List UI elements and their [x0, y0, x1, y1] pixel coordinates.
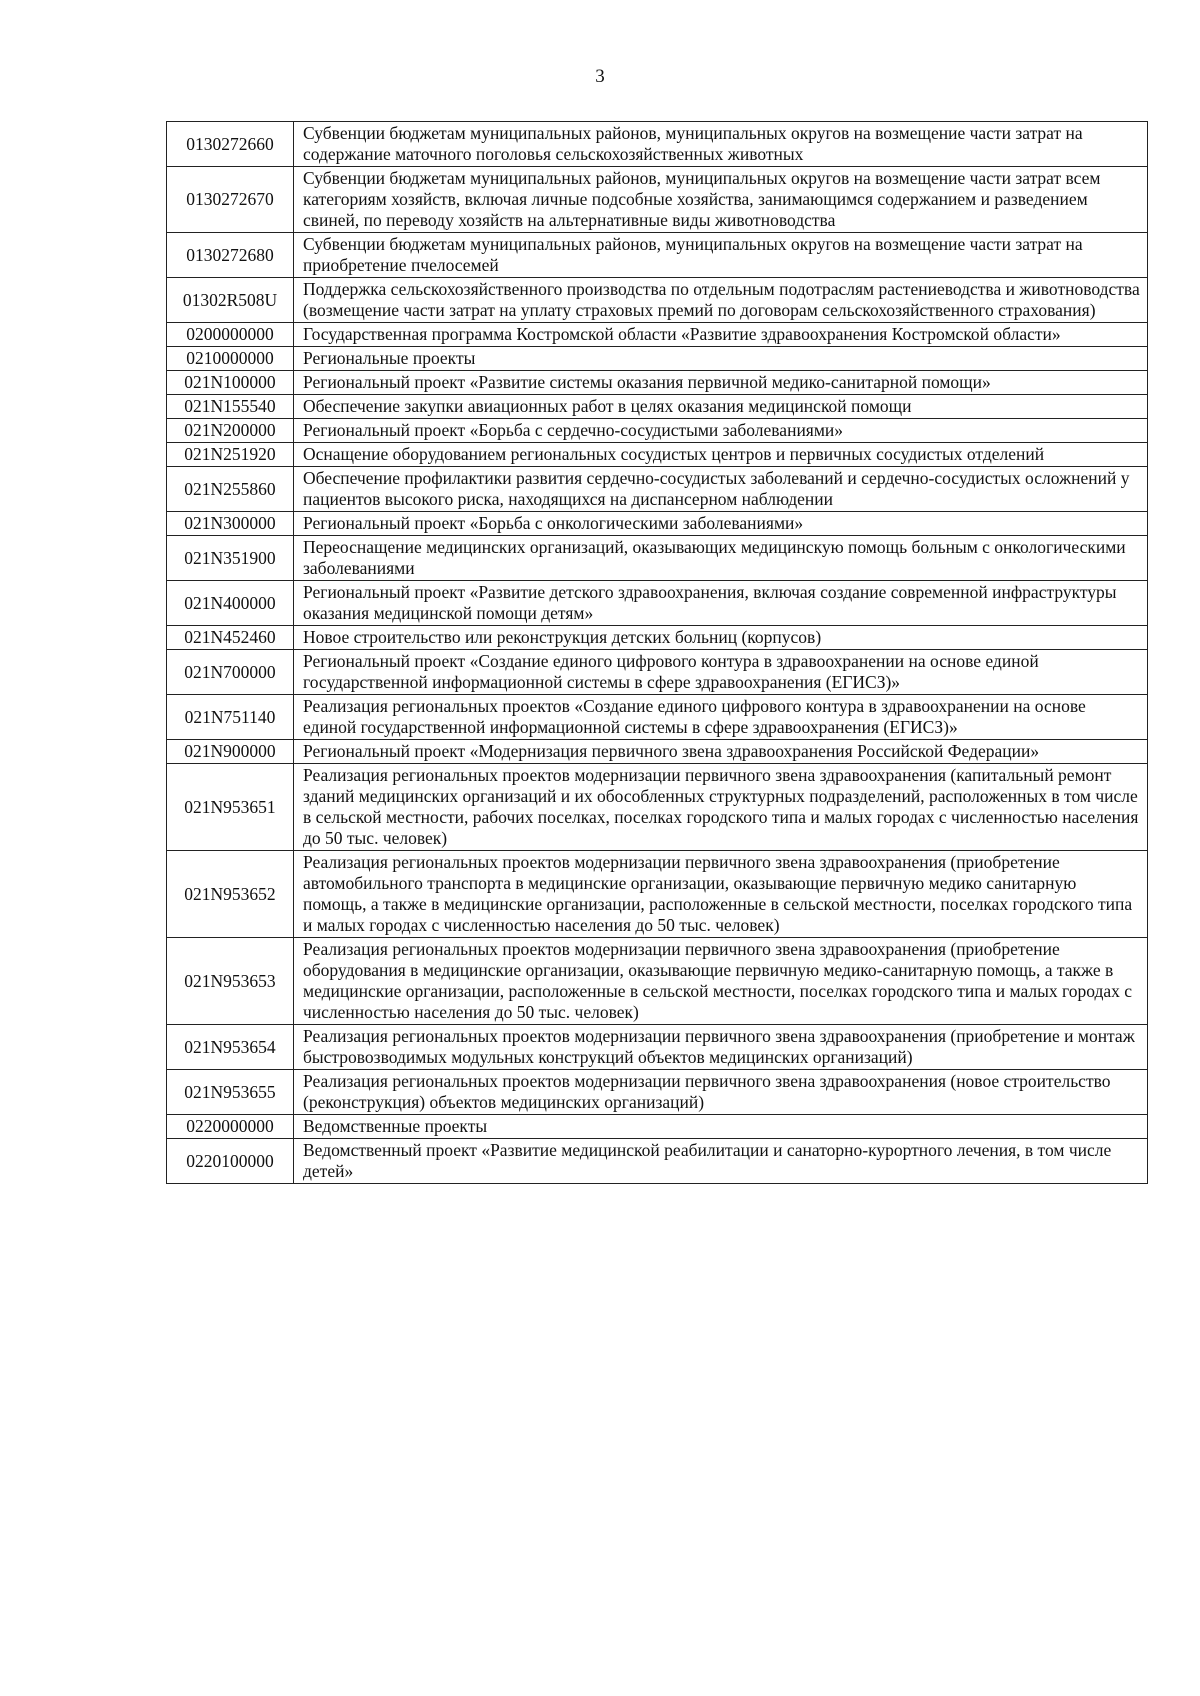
row-code: 0200000000: [167, 323, 294, 347]
table-row: [167, 167, 1148, 233]
row-description: Региональный проект «Борьба с онкологическими заболеваниями»: [294, 512, 1148, 536]
table-row: [167, 278, 1148, 323]
row-code: 021N351900: [167, 536, 294, 581]
row-code: 021N255860: [167, 467, 294, 512]
row-code: 021N953655: [167, 1070, 294, 1115]
row-code: 021N751140: [167, 695, 294, 740]
page-number: 3: [595, 66, 605, 87]
row-description: Переоснащение медицинских организаций, оказывающих медицинскую помощь больным с онкологическими заболеваниями: [294, 536, 1148, 581]
table-row: [167, 1139, 1148, 1184]
row-code: 021N155540: [167, 395, 294, 419]
table-row: [167, 347, 1148, 371]
row-description: Региональный проект «Развитие детского здравоохранения, включая создание современной инфраструктуры оказания медицинской помощи детям»: [294, 581, 1148, 626]
row-code: 021N953654: [167, 1025, 294, 1070]
row-code: 021N200000: [167, 419, 294, 443]
table-row: [167, 395, 1148, 419]
row-description: Государственная программа Костромской области «Развитие здравоохранения Костромской области»: [294, 323, 1148, 347]
table-row: [167, 626, 1148, 650]
table-row: [167, 851, 1148, 938]
row-description: Новое строительство или реконструкция детских больниц (корпусов): [294, 626, 1148, 650]
row-code: 0130272660: [167, 122, 294, 167]
row-description: Ведомственный проект «Развитие медицинской реабилитации и санаторно-курортного лечения, в том числе детей»: [294, 1139, 1148, 1184]
row-description: Региональный проект «Развитие системы оказания первичной медико-санитарной помощи»: [294, 371, 1148, 395]
table-row: [167, 1070, 1148, 1115]
row-description: Реализация региональных проектов модернизации первичного звена здравоохранения (приобретение автомобильного транспорта в медицинские организации, оказывающие первичную медико санитарную помощь, а также в медицинские организации, расположенные в сельской местности, поселках городского типа и малых городах с численностью населения до 50 тыс. человек): [294, 851, 1148, 938]
row-code: 0210000000: [167, 347, 294, 371]
table-row: [167, 122, 1148, 167]
table-row: [167, 938, 1148, 1025]
row-description: Реализация региональных проектов «Создание единого цифрового контура в здравоохранении на основе единой государственной информационной системы в сфере здравоохранения (ЕГИСЗ)»: [294, 695, 1148, 740]
table-row: [167, 650, 1148, 695]
row-code: 021N953651: [167, 764, 294, 851]
row-code: 021N300000: [167, 512, 294, 536]
row-code: 021N100000: [167, 371, 294, 395]
table-row: [167, 467, 1148, 512]
row-code: 021N700000: [167, 650, 294, 695]
row-code: 0220000000: [167, 1115, 294, 1139]
table-row: [167, 323, 1148, 347]
table-row: [167, 695, 1148, 740]
row-description: Реализация региональных проектов модернизации первичного звена здравоохранения (приобретение и монтаж быстровозводимых модульных конструкций объектов медицинских организаций): [294, 1025, 1148, 1070]
row-description: Реализация региональных проектов модернизации первичного звена здравоохранения (капитальный ремонт зданий медицинских организаций и их обособленных структурных подразделений, расположенных в том числе в сельской местности, рабочих поселках, поселках городского типа и малых городах с численностью населения до 50 тыс. человек): [294, 764, 1148, 851]
row-description: Субвенции бюджетам муниципальных районов, муниципальных округов на возмещение части затрат всем категориям хозяйств, включая личные подсобные хозяйства, занимающимся содержанием и разведением свиней, по переводу хозяйств на альтернативные виды животноводства: [294, 167, 1148, 233]
row-description: Региональный проект «Борьба с сердечно-сосудистыми заболеваниями»: [294, 419, 1148, 443]
row-code: 021N400000: [167, 581, 294, 626]
row-code: 021N953652: [167, 851, 294, 938]
table-row: [167, 764, 1148, 851]
table-row: [167, 581, 1148, 626]
row-code: 0130272680: [167, 233, 294, 278]
row-description: Субвенции бюджетам муниципальных районов, муниципальных округов на возмещение части затрат на приобретение пчелосемей: [294, 233, 1148, 278]
table-row: [167, 512, 1148, 536]
table-row: [167, 419, 1148, 443]
row-description: Ведомственные проекты: [294, 1115, 1148, 1139]
row-code: 021N900000: [167, 740, 294, 764]
table-row: [167, 443, 1148, 467]
row-code: 01302R508U: [167, 278, 294, 323]
table-row: [167, 233, 1148, 278]
table-row: [167, 1115, 1148, 1139]
row-description: Субвенции бюджетам муниципальных районов, муниципальных округов на возмещение части затрат на содержание маточного поголовья сельскохозяйственных животных: [294, 122, 1148, 167]
row-code: 021N452460: [167, 626, 294, 650]
row-code: 0220100000: [167, 1139, 294, 1184]
row-description: Поддержка сельскохозяйственного производства по отдельным подотраслям растениеводства и животноводства (возмещение части затрат на уплату страховых премий по договорам сельскохозяйственного страхования): [294, 278, 1148, 323]
row-code: 0130272670: [167, 167, 294, 233]
table-row: [167, 740, 1148, 764]
table-body: [167, 122, 1148, 1184]
row-description: Региональные проекты: [294, 347, 1148, 371]
row-description: Реализация региональных проектов модернизации первичного звена здравоохранения (приобретение оборудования в медицинские организации, оказывающие первичную медико-санитарную помощь, а также в медицинские организации, расположенные в сельской местности, поселках городского типа и малых городах с численностью населения до 50 тыс. человек): [294, 938, 1148, 1025]
table-row: [167, 371, 1148, 395]
row-description: Обеспечение закупки авиационных работ в целях оказания медицинской помощи: [294, 395, 1148, 419]
table-row: [167, 536, 1148, 581]
row-description: Региональный проект «Создание единого цифрового контура в здравоохранении на основе единой государственной информационной системы в сфере здравоохранения (ЕГИСЗ)»: [294, 650, 1148, 695]
row-code: 021N953653: [167, 938, 294, 1025]
budget-codes-table: [166, 121, 1148, 1184]
row-code: 021N251920: [167, 443, 294, 467]
row-description: Реализация региональных проектов модернизации первичного звена здравоохранения (новое строительство (реконструкция) объектов медицинских организаций): [294, 1070, 1148, 1115]
row-description: Обеспечение профилактики развития сердечно-сосудистых заболеваний и сердечно-сосудистых осложнений у пациентов высокого риска, находящихся на диспансерном наблюдении: [294, 467, 1148, 512]
row-description: Оснащение оборудованием региональных сосудистых центров и первичных сосудистых отделений: [294, 443, 1148, 467]
table-row: [167, 1025, 1148, 1070]
row-description: Региональный проект «Модернизация первичного звена здравоохранения Российской Федерации»: [294, 740, 1148, 764]
